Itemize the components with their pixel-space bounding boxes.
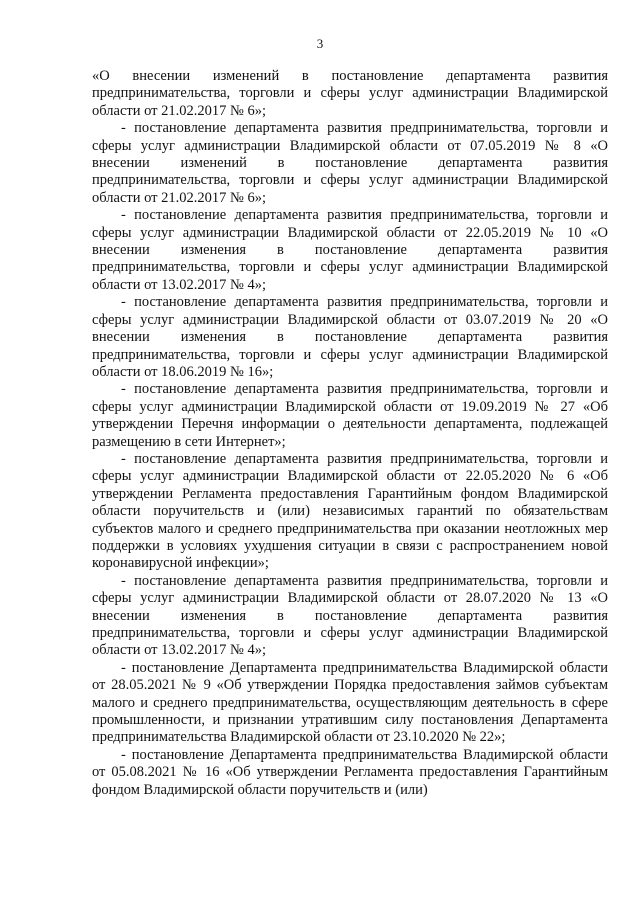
list-item-resolution: - постановление департамента развития предпринимательства, торговли и сферы услуг администрации Владимирской области от 22.05.2020 № 6 «Об утверждении Регламента предоставления Гарантийным фондом Владимирской области поручительств и (или) независимых гарантий по обязательствам субъектов малого и среднего предпринимательства при оказании неотложных мер поддержки в условиях ухудшения ситуации в связи с распространением новой коронавирусной инфекции»; [92,450,608,572]
list-item-resolution: - постановление Департамента предпринимательства Владимирской области от 28.05.2021 № 9 «Об утверждении Порядка предоставления займов субъектам малого и среднего предпринимательства, осуществляющим деятельность в сфере промышленности, и признании утратившим силу постановления Департамента предпринимательства Владимирской области от 23.10.2020 № 22»; [92,659,608,746]
page-number: 3 [316,36,324,51]
document-body [92,68,608,799]
list-item-resolution: - постановление департамента развития предпринимательства, торговли и сферы услуг администрации Владимирской области от 28.07.2020 № 13 «О внесении изменения в постановление департамента развития предпринимательства, торговли и сферы услуг администрации Владимирской области от 13.02.2017 № 4»; [92,572,608,659]
paragraph-continued: «О внесении изменений в постановление департамента развития предпринимательства, торговли и сферы услуг администрации Владимирской области от 21.02.2017 № 6»; [92,68,608,119]
list-item-resolution: - постановление Департамента предпринимательства Владимирской области от 05.08.2021 № 16 «Об утверждении Регламента предоставления Гарантийным фондом Владимирской области поручительств и (или) [92,746,608,798]
list-item-resolution: - постановление департамента развития предпринимательства, торговли и сферы услуг администрации Владимирской области от 07.05.2019 № 8 «О внесении изменений в постановление департамента развития предпринимательства, торговли и сферы услуг администрации Владимирской области от 21.02.2017 № 6»; [92,120,608,206]
list-item-resolution: - постановление департамента развития предпринимательства, торговли и сферы услуг администрации Владимирской области от 03.07.2019 № 20 «О внесении изменения в постановление департамента развития предпринимательства, торговли и сферы услуг администрации Владимирской области от 18.06.2019 № 16»; [92,294,608,380]
list-item-resolution: - постановление департамента развития предпринимательства, торговли и сферы услуг администрации Владимирской области от 22.05.2019 № 10 «О внесении изменения в постановление департамента развития предпринимательства, торговли и сферы услуг администрации Владимирской области от 13.02.2017 № 4»; [92,207,608,293]
list-item-resolution: - постановление департамента развития предпринимательства, торговли и сферы услуг администрации Владимирской области от 19.09.2019 № 27 «Об утверждении Перечня информации о деятельности департамента, подлежащей размещению в сети Интернет»; [92,381,608,450]
